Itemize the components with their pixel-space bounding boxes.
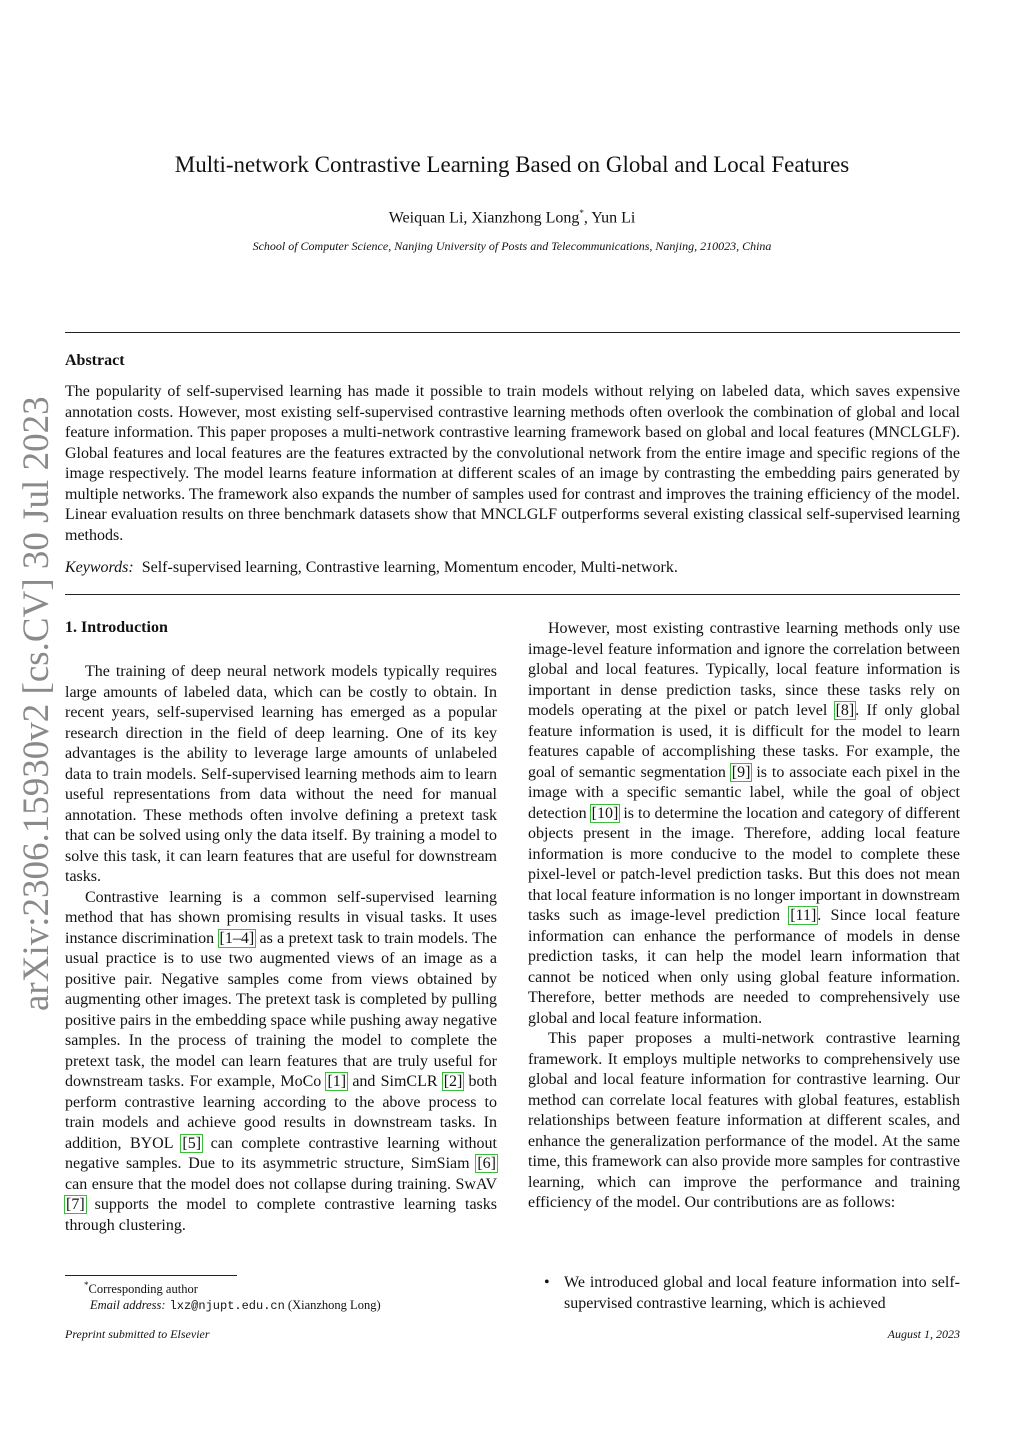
- text-run: supports the model to complete contrastive learning tasks through clustering.: [65, 1196, 497, 1234]
- email-link[interactable]: lxz@njupt.edu.cn: [169, 1299, 285, 1313]
- keywords-text: Self-supervised learning, Contrastive learning, Momentum encoder, Multi-network.: [141, 559, 678, 576]
- abstract-heading: Abstract: [65, 352, 125, 369]
- bullet-icon: •: [544, 1274, 550, 1291]
- citation-link[interactable]: [2]: [443, 1073, 463, 1090]
- left-column: [65, 662, 497, 1236]
- citation-link[interactable]: [6]: [477, 1155, 496, 1172]
- authors-tail: , Yun Li: [583, 209, 636, 227]
- keywords: [65, 559, 678, 577]
- footer-right: August 1, 2023: [887, 1327, 960, 1341]
- email-owner: (Xianzhong Long): [287, 1298, 381, 1312]
- citation-link[interactable]: [10]: [591, 804, 619, 822]
- citation-link[interactable]: [1–4]: [219, 929, 255, 947]
- intro-paragraph-3: [528, 619, 960, 1029]
- footnote-text: Corresponding author: [88, 1282, 198, 1297]
- footnote-corresponding: [84, 1280, 198, 1297]
- text-run: is to determine the location and category of different objects present in the image. Therefore, adding local feature information is more conducive to the model to complete these pixel-level or patch-level prediction tasks. But this does not mean that local feature information is no longer important in downstream tasks such as image-level prediction: [528, 804, 961, 924]
- abstract-text: The popularity of self-supervised learning has made it possible to train models without relying on labeled data, which saves expensive annotation costs. However, most existing self-supervised contrastive learning methods often overlook the combination of global and local feature information. This paper proposes a multi-network contrastive learning framework based on global and local features (MNCLGLF). Global features and local features are the features extracted by the convolutional network from the entire image and specific regions of the image respectively. The model learns feature information at different scales of an image by contrasting the embedding pairs generated by multiple networks. The framework also expands the number of samples used for contrast and improves the training efficiency of the model. Linear evaluation results on three benchmark datasets show that MNCLGLF outperforms several existing classical self-supervised learning methods.: [65, 383, 960, 544]
- text-run: both perform contrastive learning according to the above process to train models and achieve good results in downstream tasks. In addition, BYOL: [65, 1073, 497, 1152]
- corresponding-mark: *: [579, 208, 584, 218]
- citation-link[interactable]: [8]: [835, 702, 855, 719]
- email-label: Email address:: [90, 1298, 166, 1312]
- abstract-divider: [65, 594, 960, 595]
- top-divider: [65, 332, 960, 333]
- citation-link[interactable]: [5]: [182, 1134, 202, 1152]
- text-run: . If only global feature information is used, it is difficult for the model to learn features capable of accomplishing these tasks. For example, the goal of semantic segmentation: [528, 702, 961, 781]
- citation-link[interactable]: [7]: [66, 1196, 85, 1213]
- citation-link[interactable]: [9]: [731, 763, 751, 781]
- paper-title: Multi-network Contrastive Learning Based on Global and Local Features: [174, 152, 850, 177]
- text-run: Contrastive learning is a common self-supervised learning method that has shown promising results in visual tasks. It uses instance discrimination: [65, 888, 497, 947]
- citation-link[interactable]: [11]: [790, 907, 817, 924]
- keywords-label: Keywords:: [65, 559, 134, 576]
- intro-paragraph-1: The training of deep neural network models typically requires large amounts of labeled data, which can be costly to obtain. In recent years, self-supervised learning has emerged as a popular research direction in the field of deep learning. One of its key advantages is the ability to leverage large amounts of unlabeled data to train models. Self-supervised learning methods aim to learn useful representations from data without the need for manual annotation. These methods often involve defining a pretext task that can be solved using only the data itself. By training a model to solve this task, it can learn features that are useful for downstream tasks.: [65, 663, 497, 885]
- text-run: is to associate each pixel in the image with a specific semantic label, while the goal of object detection: [528, 763, 961, 822]
- footer-left: Preprint submitted to Elsevier: [65, 1327, 210, 1341]
- footnote-divider: [65, 1275, 237, 1276]
- list-item-text: We introduced global and local feature information into self-supervised contrastive learning, which is achieved: [564, 1274, 960, 1312]
- affiliation: School of Computer Science, Nanjing University of Posts and Telecommunications, Nanjing, 210023, China: [252, 239, 772, 253]
- authors-text: Weiquan Li, Xianzhong Long: [388, 209, 580, 227]
- arxiv-stamp: arXiv:2306.15930v2 [cs.CV] 30 Jul 2023: [16, 396, 57, 1011]
- citation-link[interactable]: [1]: [327, 1073, 347, 1090]
- text-run: as a pretext task to train models. The usual practice is to use two augmented views of an image as a positive pair. Negative samples come from views obtained by augmenting other images. The pretext task is completed by pulling positive pairs in the embedding space while pushing away negative samples. In the process of training the model to complete the pretext task, the model can learn features that are truly useful for downstream tasks. For example, MoCo: [65, 929, 497, 1090]
- footnote-email: [90, 1298, 381, 1313]
- text-run: can ensure that the model does not collapse during training. SwAV: [65, 1175, 497, 1193]
- intro-paragraph-4: This paper proposes a multi-network contrastive learning framework. It employs multiple networks to comprehensively use global and local feature information for contrastive learning. Our method can correlate local features with global features, establish relationships between feature information at different scales, and enhance the generalization performance of the model. At the same time, this framework can also provide more samples for contrastive learning, which can improve the performance and training efficiency of the model. Our contributions are as follows:: [528, 1030, 960, 1211]
- section-heading: 1. Introduction: [65, 619, 168, 636]
- text-run: and SimCLR: [347, 1073, 443, 1090]
- text-run: can complete contrastive learning without negative samples. Due to its asymmetric structure, SimSiam: [65, 1134, 497, 1172]
- list-item: [540, 1273, 960, 1314]
- text-run: . Since local feature information can enhance the performance of models in dense prediction tasks, it can help the model learn information that cannot be noticed when only using global feature information. Therefore, better methods are needed to comprehensively use global and local feature information.: [528, 907, 961, 1027]
- intro-paragraph-2: [65, 888, 497, 1237]
- right-column: [528, 619, 960, 1214]
- text-run: However, most existing contrastive learning methods only use image-level feature information and ignore the correlation between global and local features. Typically, local feature information is important in dense prediction tasks, since these tasks rely on models operating at the pixel or patch level: [528, 620, 960, 719]
- footnote-mark: *: [84, 1280, 89, 1290]
- author-list: [0, 208, 1024, 227]
- contribution-list: [540, 1273, 960, 1314]
